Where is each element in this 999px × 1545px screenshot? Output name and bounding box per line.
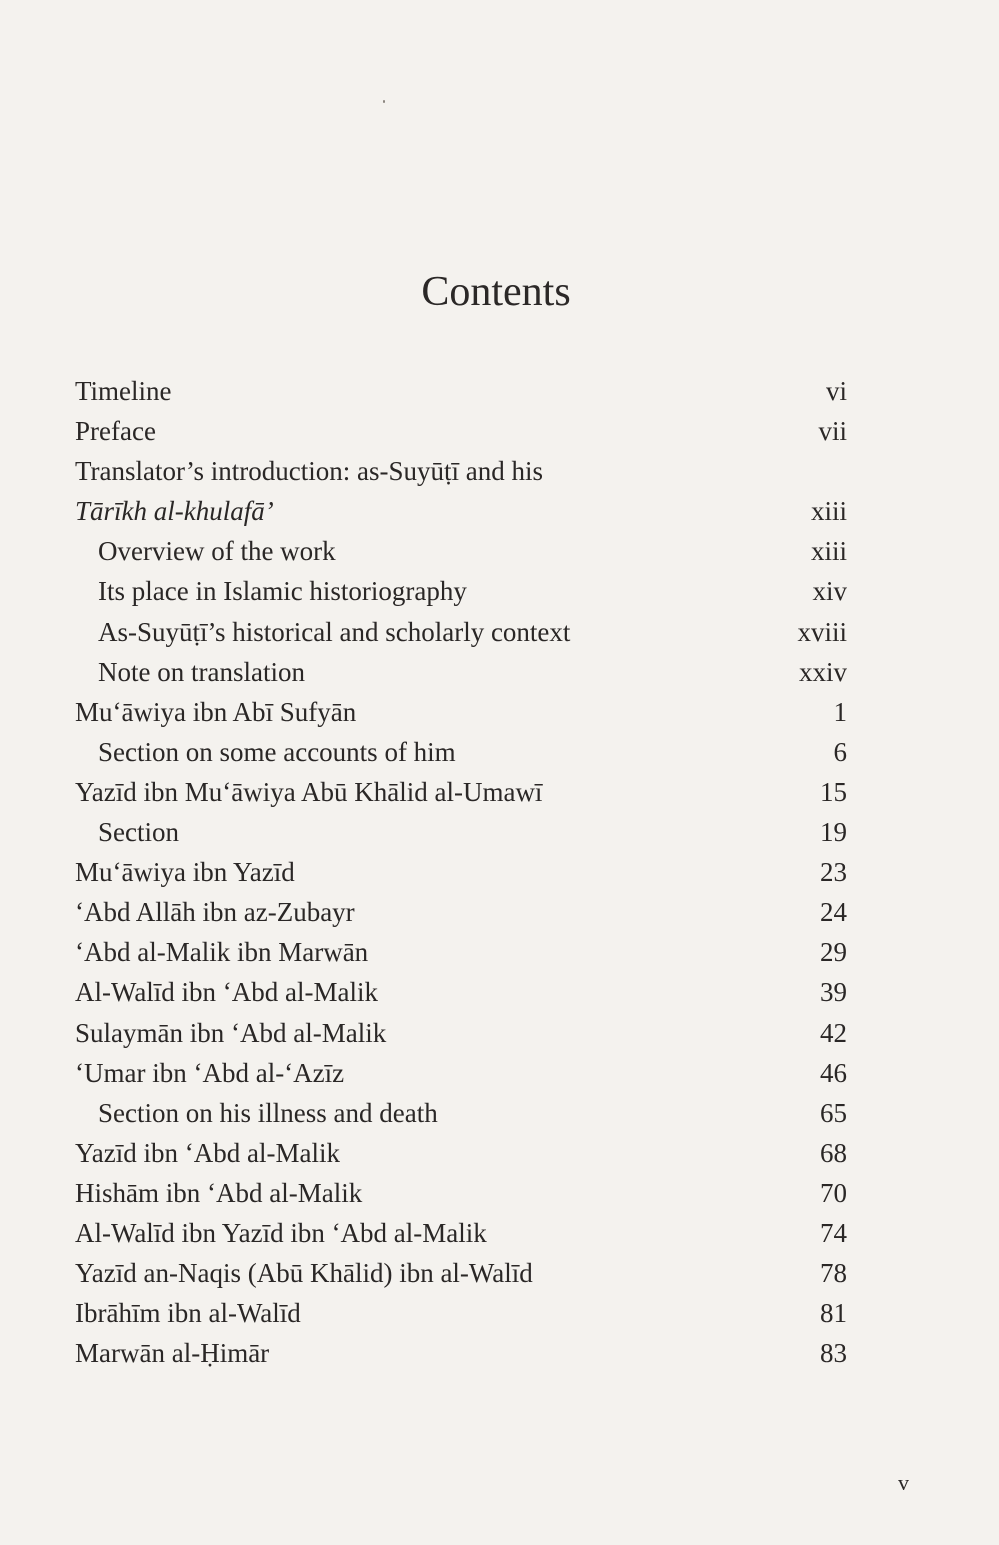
toc-entry — [75, 571, 847, 611]
toc-entry — [75, 932, 847, 972]
toc-entry-page-number: 81 — [820, 1298, 847, 1329]
toc-entry — [75, 772, 847, 812]
toc-entry-title: Al-Walīd ibn ‘Abd al-Malik — [75, 977, 379, 1008]
toc-entry — [75, 371, 847, 411]
toc-entry-title: Yazīd ibn Mu‘āwiya Abū Khālid al-Umawī — [75, 776, 543, 807]
toc-entry — [75, 732, 847, 772]
toc-entry-page-number: 29 — [820, 937, 847, 968]
toc-entry-page-number: 19 — [820, 817, 847, 848]
toc-entry-title: Marwān al-Ḥimār — [75, 1338, 270, 1369]
toc-entry-title: Tārīkh al-khulafā’ — [75, 496, 274, 527]
toc-entry-title: Translator’s introduction: as-Suyūṭī and his — [75, 456, 543, 487]
toc-entry-page-number: 70 — [820, 1177, 847, 1208]
page-number: v — [898, 1470, 909, 1495]
toc-entry-title: ‘Umar ibn ‘Abd al-‘Azīz — [75, 1057, 345, 1088]
toc-entry-page-number: 42 — [820, 1017, 847, 1048]
toc-entry-title: Yazīd an-Naqis (Abū Khālid) ibn al-Walīd — [75, 1258, 533, 1289]
toc-entry-page-number: 74 — [820, 1217, 847, 1248]
toc-entry-page-number: 46 — [820, 1057, 847, 1088]
toc-entry — [75, 1253, 847, 1293]
toc-entry — [75, 812, 847, 852]
toc-entry — [75, 692, 847, 732]
toc-entry-title: As-Suyūṭī’s historical and scholarly context — [98, 616, 571, 647]
toc-entry-page-number: 6 — [833, 736, 847, 767]
toc-entry-page-number: xiii — [810, 536, 847, 567]
toc-entry-title: Section on his illness and death — [98, 1097, 438, 1128]
toc-entry-title: Ibrāhīm ibn al-Walīd — [75, 1298, 301, 1329]
toc-entry — [75, 1173, 847, 1213]
toc-entry-title: Timeline — [75, 376, 172, 406]
paper-speck — [383, 100, 385, 103]
toc-entry-title: Mu‘āwiya ibn Yazīd — [75, 857, 295, 888]
toc-entry-title: ‘Abd Allāh ibn az-Zubayr — [75, 897, 355, 928]
toc-entry-title: Its place in Islamic historiography — [98, 576, 467, 607]
toc-entry-title: Section — [98, 817, 179, 848]
table-of-contents — [75, 371, 847, 1373]
toc-entry-title: ‘Abd al-Malik ibn Marwān — [75, 937, 369, 968]
toc-entry-page-number: xviii — [797, 616, 847, 647]
toc-entry — [75, 892, 847, 932]
toc-entry — [75, 1053, 847, 1093]
toc-entry — [75, 491, 847, 531]
toc-entry-page-number: 1 — [833, 696, 847, 727]
toc-entry-title: Yazīd ibn ‘Abd al-Malik — [75, 1137, 340, 1168]
toc-entry-title: Preface — [75, 416, 156, 447]
toc-entry — [75, 1093, 847, 1133]
page-title: Contents — [421, 269, 571, 315]
toc-entry-page-number: xiv — [812, 576, 847, 607]
toc-entry-title: Mu‘āwiya ibn Abī Sufyān — [75, 696, 357, 727]
toc-entry — [75, 1293, 847, 1333]
toc-entry — [75, 972, 847, 1012]
toc-entry — [75, 1333, 847, 1373]
toc-entry-page-number: 83 — [820, 1338, 847, 1369]
toc-entry-page-number: 68 — [820, 1137, 847, 1168]
toc-entry-page-number: 23 — [820, 857, 847, 888]
toc-entry — [75, 852, 847, 892]
toc-entry-title: Overview of the work — [98, 536, 336, 567]
toc-entry-page-number: 39 — [820, 977, 847, 1008]
toc-entry — [75, 531, 847, 571]
toc-entry-page-number: xxiv — [798, 656, 847, 687]
toc-entry-title: Al-Walīd ibn Yazīd ibn ‘Abd al-Malik — [75, 1217, 487, 1248]
toc-entry-page-number: 24 — [820, 897, 847, 928]
toc-entry-title: Sulaymān ibn ‘Abd al-Malik — [75, 1017, 387, 1048]
toc-entry-page-number: xiii — [810, 496, 847, 527]
toc-entry — [75, 411, 847, 451]
toc-entry-title: Hishām ibn ‘Abd al-Malik — [75, 1177, 363, 1208]
toc-entry-page-number: 78 — [820, 1258, 847, 1289]
toc-entry-page-number: 15 — [820, 776, 847, 807]
toc-entry — [75, 1213, 847, 1253]
toc-entry-title: Section on some accounts of him — [98, 736, 456, 767]
toc-entry — [75, 1133, 847, 1173]
toc-entry-page-number: vi — [825, 376, 847, 406]
toc-entry — [75, 1013, 847, 1053]
toc-entry-page-number: vii — [818, 416, 847, 447]
toc-entry — [75, 652, 847, 692]
toc-entry — [75, 451, 847, 491]
toc-entry — [75, 612, 847, 652]
toc-entry-title: Note on translation — [98, 656, 305, 687]
toc-entry-page-number: 65 — [820, 1097, 847, 1128]
